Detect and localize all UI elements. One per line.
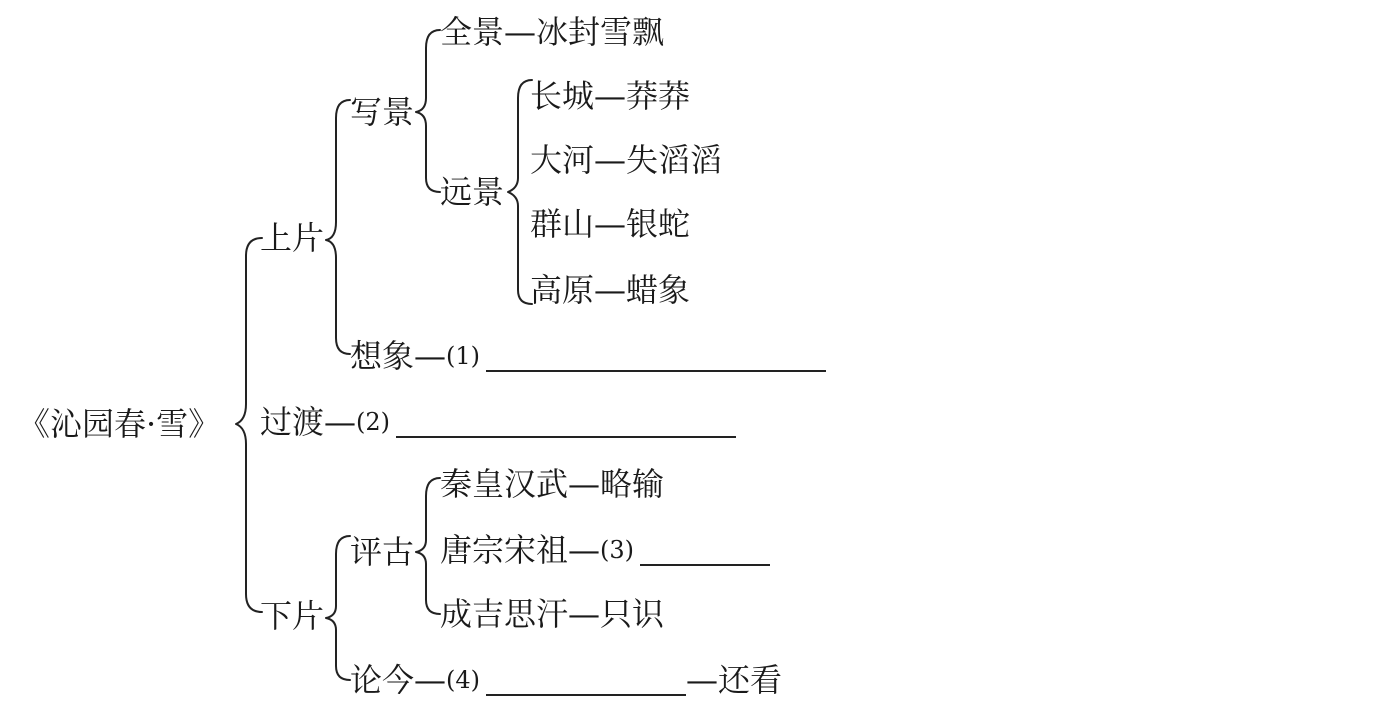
node-desc: 略输: [600, 465, 665, 503]
node-label: 唐宗宋祖: [440, 531, 569, 569]
node-desc: 冰封雪飘: [536, 13, 665, 51]
dash: —: [568, 465, 601, 503]
node-desc: 失滔滔: [626, 141, 723, 179]
answer-blank-4[interactable]: [486, 664, 686, 696]
blank-number: (4): [446, 666, 481, 694]
node-ping-gu: 评古: [350, 533, 415, 571]
blank-number: (2): [356, 408, 391, 436]
node-yuan-jing: 远景: [440, 173, 505, 211]
node-label: 大河: [530, 141, 595, 179]
dash: —: [594, 77, 627, 115]
node-gao-yuan: [530, 270, 690, 310]
node-desc: 还看: [718, 661, 783, 699]
root-brace: [236, 238, 262, 612]
node-desc: 银蛇: [626, 205, 691, 243]
root-title: 《沁园春·雪》: [18, 405, 221, 443]
dash: —: [414, 661, 447, 699]
node-label: 论今: [350, 661, 415, 699]
blank-number: (1): [446, 342, 481, 370]
node-tang-zong-song-zu: [440, 530, 770, 570]
node-label: 群山: [530, 205, 595, 243]
dash: —: [594, 141, 627, 179]
dash: —: [504, 13, 537, 51]
dash: —: [414, 337, 447, 375]
node-xie-jing: 写景: [350, 93, 415, 131]
blank-number: (3): [600, 536, 635, 564]
node-label: 想象: [350, 337, 415, 375]
node-chang-cheng: [530, 76, 690, 116]
node-quan-jing: [440, 12, 664, 52]
node-xia-pian: 下片: [260, 597, 325, 635]
dash: —: [568, 531, 601, 569]
dash: —: [686, 661, 719, 699]
node-xiang-xiang: [350, 336, 826, 376]
node-qin-huang-han-wu: [440, 464, 664, 504]
xie-jing-brace: [416, 30, 440, 192]
node-desc: 莽莽: [626, 77, 691, 115]
node-label: 高原: [530, 271, 595, 309]
node-label: 长城: [530, 77, 595, 115]
dash: —: [594, 271, 627, 309]
ping-gu-brace: [416, 478, 440, 614]
node-desc: 蜡象: [626, 271, 691, 309]
node-desc: 只识: [600, 595, 665, 633]
answer-blank-1[interactable]: [486, 340, 826, 372]
xia-pian-brace: [326, 536, 350, 680]
node-da-he: [530, 140, 722, 180]
node-cheng-ji-si-han: [440, 594, 664, 634]
node-shang-pian: 上片: [260, 219, 325, 257]
node-label: 全景: [440, 13, 505, 51]
dash: —: [568, 595, 601, 633]
node-label: 秦皇汉武: [440, 465, 569, 503]
node-label: 成吉思汗: [440, 595, 569, 633]
node-guo-du: [260, 402, 736, 442]
dash: —: [594, 205, 627, 243]
yuan-jing-brace: [508, 80, 532, 304]
shang-pian-brace: [326, 100, 350, 354]
answer-blank-3[interactable]: [640, 534, 770, 566]
node-lun-jin: [350, 660, 782, 700]
dash: —: [324, 403, 357, 441]
node-label: 过渡: [260, 403, 325, 441]
answer-blank-2[interactable]: [396, 406, 736, 438]
node-qun-shan: [530, 204, 690, 244]
